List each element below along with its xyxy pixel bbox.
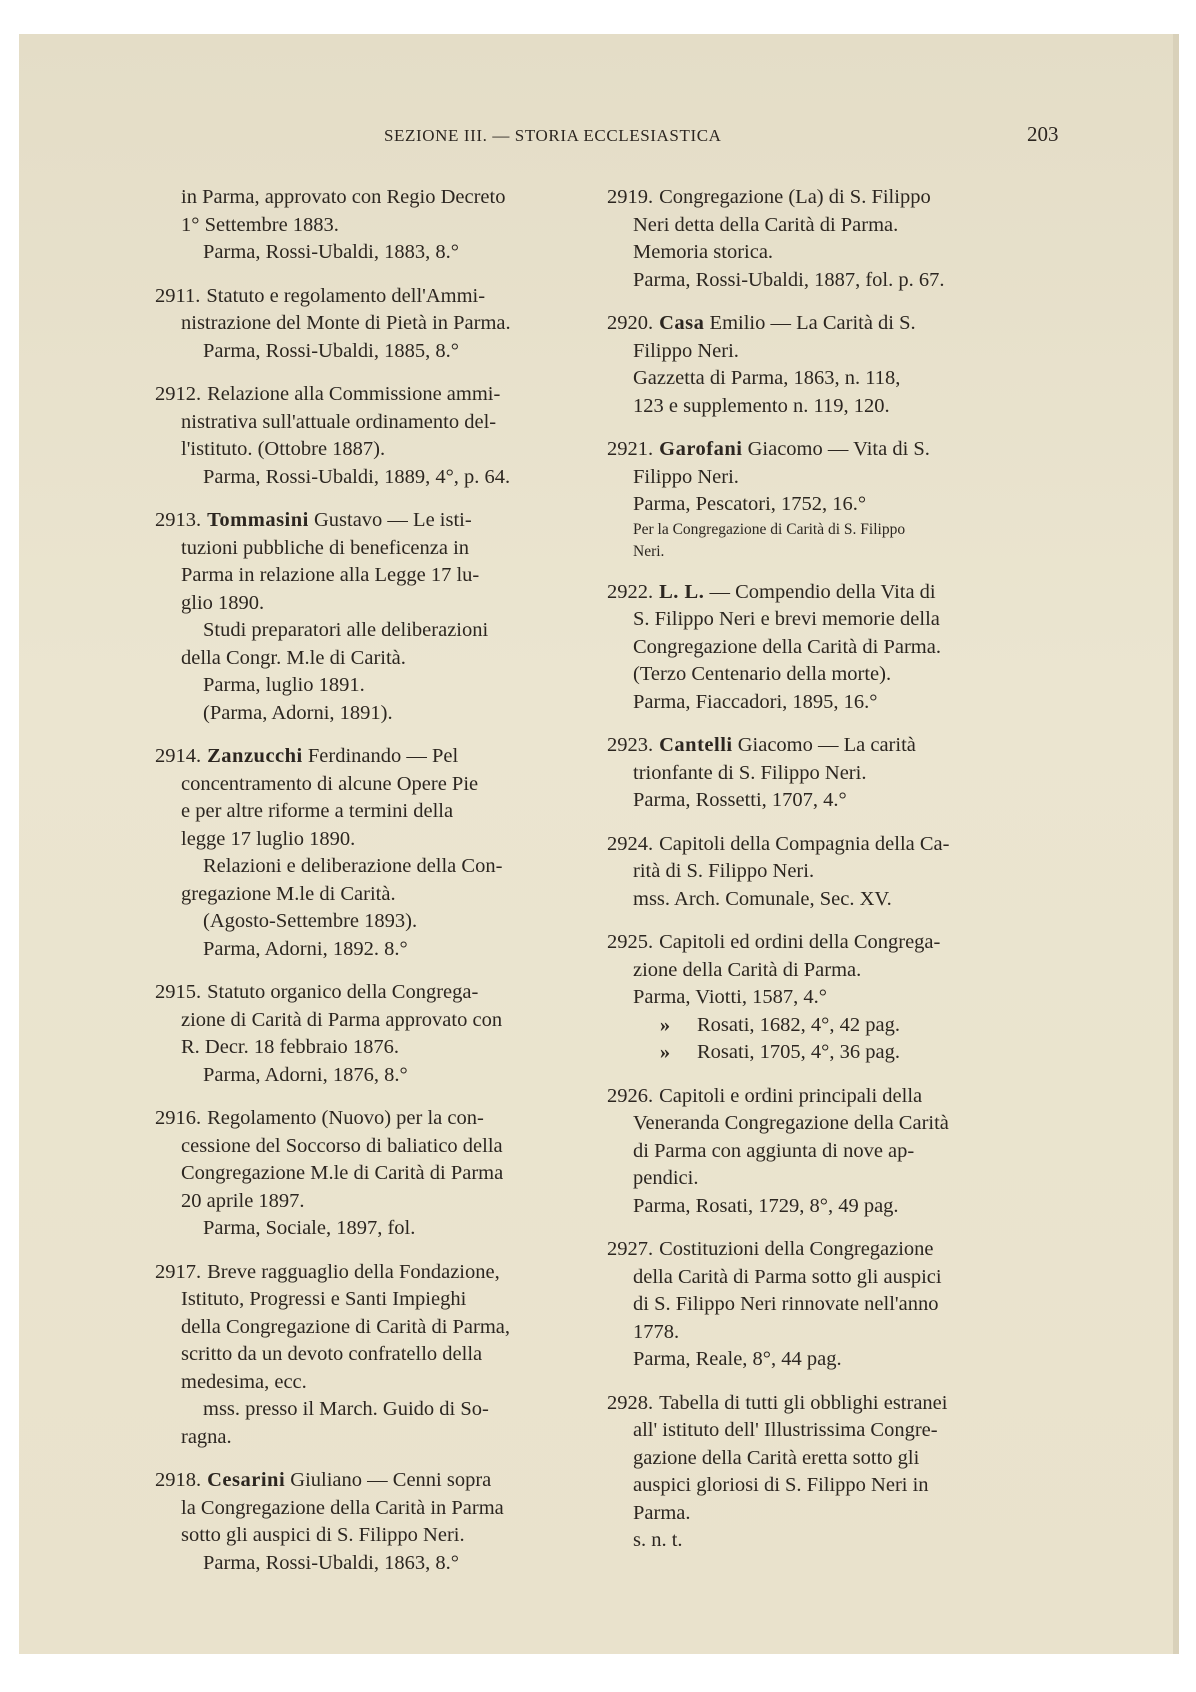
- entry-number: 2913.: [155, 509, 202, 531]
- entry-line: 123 e supplemento n. 119, 120.: [633, 394, 890, 417]
- entry-2922: [607, 579, 1057, 717]
- entry-line: cessione del Soccorso di baliatico della: [181, 1134, 503, 1157]
- entry-line: legge 17 luglio 1890.: [181, 827, 356, 850]
- entry-title: Giacomo — Vita di S.: [747, 438, 930, 460]
- entry-number: 2918.: [155, 1469, 202, 1491]
- entry-imprint: Rosati, 1682, 4°, 42 pag.: [697, 1013, 900, 1036]
- entry-imprint: Parma, Viotti, 1587, 4.°: [633, 986, 827, 1008]
- entry-2917: [155, 1259, 585, 1452]
- entry-imprint: Parma, Rossi-Ubaldi, 1889, 4°, p. 64.: [203, 465, 511, 488]
- entry-line: zione di Carità di Parma approvato con: [181, 1008, 503, 1031]
- entry-title: — Compendio della Vita di: [709, 580, 936, 603]
- entry-line: in Parma, approvato con Regio Decreto: [181, 186, 506, 208]
- entry-2912: [155, 381, 585, 491]
- entry-number: 2915.: [155, 981, 202, 1003]
- entry-number: 2924.: [607, 832, 654, 855]
- entry-imprint: Parma, Reale, 8°, 44 pag.: [633, 1348, 842, 1370]
- entry-line: mss. presso il March. Guido di So-: [203, 1398, 489, 1420]
- entry-2928: [607, 1390, 1057, 1555]
- entry-line: Memoria storica.: [633, 241, 774, 263]
- entry-imprint: Parma, Rossetti, 1707, 4.°: [633, 789, 847, 811]
- entry-number: 2928.: [607, 1391, 654, 1414]
- entry-title: Costituzioni della Congregazione: [659, 1238, 934, 1260]
- entry-line: Gazzetta di Parma, 1863, n. 118,: [633, 367, 901, 389]
- entry-2924: [607, 831, 1057, 914]
- entry-line: (Agosto-Settembre 1893).: [203, 910, 418, 932]
- entry-line: all' istituto dell' Illustrissima Congre-: [633, 1419, 938, 1441]
- entry-author: Garofani: [659, 438, 743, 460]
- entry-line: tuzioni pubbliche di beneficenza in: [181, 536, 470, 559]
- ditto-mark: »: [659, 1013, 671, 1036]
- entry-title: Capitoli della Compagnia della Ca-: [659, 832, 950, 855]
- entry-line: Congregazione M.le di Carità di Parma: [181, 1162, 504, 1184]
- entry-line: Veneranda Congregazione della Carità: [633, 1112, 949, 1134]
- page-number: 203: [1027, 122, 1059, 146]
- entry-author: Zanzucchi: [207, 745, 303, 767]
- entry-2923: [607, 732, 1057, 815]
- entry-line: nistrativa sull'attuale ordinamento del-: [181, 410, 497, 433]
- entry-line: mss. Arch. Comunale, Sec. XV.: [633, 887, 892, 910]
- entry-line: R. Decr. 18 febbraio 1876.: [181, 1036, 400, 1058]
- entry-imprint: Parma, Adorni, 1892. 8.°: [203, 937, 408, 960]
- entry-title: Capitoli ed ordini della Congrega-: [659, 931, 941, 953]
- entry-author: L. L.: [659, 580, 705, 603]
- left-column: [155, 184, 585, 1593]
- entry-number: 2923.: [607, 734, 654, 756]
- entry-note: Neri.: [633, 542, 665, 560]
- entry-line: scritto da un devoto confratello della: [181, 1343, 483, 1365]
- entry-2914: [155, 743, 585, 963]
- entry-number: 2911.: [155, 284, 201, 307]
- entry-author: Cantelli: [659, 734, 733, 756]
- entry-imprint: Parma, Fiaccadori, 1895, 16.°: [633, 690, 878, 713]
- entry-number: 2912.: [155, 383, 202, 405]
- entry-2921: [607, 436, 1057, 563]
- entry-continuation: [155, 184, 585, 267]
- ditto-mark: »: [659, 1041, 671, 1063]
- entry-line: Parma, luglio 1891.: [203, 674, 365, 696]
- entry-2926: [607, 1083, 1057, 1221]
- entry-2920: [607, 310, 1057, 420]
- entry-imprint: Parma, Pescatori, 1752, 16.°: [633, 493, 867, 515]
- entry-line: (Terzo Centenario della morte).: [633, 663, 892, 685]
- entry-number: 2921.: [607, 438, 654, 460]
- entry-line: la Congregazione della Carità in Parma: [181, 1496, 504, 1519]
- entry-line: l'istituto. (Ottobre 1887).: [181, 438, 386, 460]
- entry-2916: [155, 1105, 585, 1243]
- entry-imprint: (Parma, Adorni, 1891).: [203, 701, 393, 724]
- entry-line: sotto gli auspici di S. Filippo Neri.: [181, 1524, 465, 1546]
- entry-2919: [607, 184, 1057, 294]
- entry-line: della Congr. M.le di Carità.: [181, 646, 406, 669]
- entry-line: della Carità di Parma sotto gli auspici: [633, 1265, 942, 1288]
- entry-title: Relazione alla Commissione ammi-: [207, 383, 501, 405]
- entry-line: concentramento di alcune Opere Pie: [181, 772, 479, 795]
- entry-line: pendici.: [633, 1167, 699, 1189]
- entry-imprint: s. n. t.: [633, 1529, 683, 1551]
- entry-title: Emilio — La Carità di S.: [709, 312, 916, 334]
- entry-line: Parma in relazione alla Legge 17 lu-: [181, 564, 480, 586]
- running-head: SEZIONE III. — STORIA ECCLESIASTICA: [384, 126, 722, 145]
- entry-2925: [607, 929, 1057, 1067]
- entry-2927: [607, 1236, 1057, 1374]
- entry-line: Istituto, Progressi e Santi Impieghi: [181, 1288, 467, 1310]
- entry-number: 2925.: [607, 931, 654, 953]
- entry-number: 2920.: [607, 312, 654, 334]
- entry-line: Neri detta della Carità di Parma.: [633, 213, 899, 236]
- entry-line: 1778.: [633, 1320, 680, 1343]
- entry-imprint: Parma, Rossi-Ubaldi, 1863, 8.°: [203, 1551, 459, 1574]
- entry-title: Ferdinando — Pel: [307, 745, 459, 767]
- entry-imprint: Parma, Rosati, 1729, 8°, 49 pag.: [633, 1194, 899, 1217]
- entry-title: Regolamento (Nuovo) per la con-: [207, 1107, 484, 1129]
- entry-author: Cesarini: [207, 1469, 286, 1491]
- entry-title: Statuto organico della Congrega-: [207, 981, 479, 1003]
- entry-line: nistrazione del Monte di Pietà in Parma.: [181, 312, 511, 334]
- entry-author: Casa: [659, 312, 705, 334]
- entry-number: 2917.: [155, 1260, 202, 1283]
- entry-title: Statuto e regolamento dell'Ammi-: [206, 284, 486, 307]
- entry-number: 2926.: [607, 1084, 654, 1107]
- entry-line: 20 aprile 1897.: [181, 1189, 305, 1212]
- book-page: [19, 34, 1179, 1654]
- entry-number: 2914.: [155, 745, 202, 767]
- entry-imprint: Rosati, 1705, 4°, 36 pag.: [697, 1041, 900, 1063]
- entry-line: Filippo Neri.: [633, 465, 739, 488]
- entry-title: Giacomo — La carità: [737, 734, 916, 756]
- entry-line: auspici gloriosi di S. Filippo Neri in: [633, 1474, 929, 1496]
- entry-imprint: Parma, Rossi-Ubaldi, 1883, 8.°: [203, 241, 459, 263]
- entry-title: Breve ragguaglio della Fondazione,: [207, 1260, 500, 1283]
- entry-title: Gustavo — Le isti-: [313, 509, 472, 531]
- entry-line: di Parma con aggiunta di nove ap-: [633, 1139, 915, 1162]
- entry-line: gregazione M.le di Carità.: [181, 882, 396, 905]
- entry-imprint: Parma, Sociale, 1897, fol.: [203, 1217, 416, 1239]
- entry-title: Tabella di tutti gli obblighi estranei: [659, 1391, 948, 1414]
- entry-line: medesima, ecc.: [181, 1370, 307, 1393]
- entry-title: Giuliano — Cenni sopra: [290, 1469, 492, 1491]
- entry-line: glio 1890.: [181, 591, 265, 614]
- entry-line: Parma.: [633, 1501, 691, 1524]
- entry-imprint: Parma, Rossi-Ubaldi, 1885, 8.°: [203, 339, 459, 362]
- entry-line: rità di S. Filippo Neri.: [633, 860, 815, 882]
- entry-2915: [155, 979, 585, 1089]
- right-column: [607, 184, 1057, 1571]
- entry-line: trionfante di S. Filippo Neri.: [633, 761, 867, 784]
- entry-line: Congregazione della Carità di Parma.: [633, 635, 941, 658]
- entry-number: 2919.: [607, 186, 654, 208]
- entry-line: gazione della Carità eretta sotto gli: [633, 1446, 920, 1469]
- entry-line: di S. Filippo Neri rinnovate nell'anno: [633, 1293, 939, 1315]
- entry-number: 2922.: [607, 580, 654, 603]
- entry-2918: [155, 1467, 585, 1577]
- entry-line: zione della Carità di Parma.: [633, 958, 862, 981]
- entry-2911: [155, 283, 585, 366]
- entry-2913: [155, 507, 585, 727]
- entry-line: 1° Settembre 1883.: [181, 213, 339, 236]
- entry-line: Filippo Neri.: [633, 339, 739, 362]
- entry-line: ragna.: [181, 1425, 232, 1448]
- entry-line: e per altre riforme a termini della: [181, 800, 454, 822]
- entry-note: Per la Congregazione di Carità di S. Filippo: [633, 520, 906, 538]
- entry-line: S. Filippo Neri e brevi memorie della: [633, 608, 940, 630]
- entry-author: Tommasini: [207, 509, 309, 531]
- entry-line: Relazioni e deliberazione della Con-: [203, 855, 503, 877]
- entry-imprint: Parma, Adorni, 1876, 8.°: [203, 1063, 408, 1086]
- entry-line: Studi preparatori alle deliberazioni: [203, 619, 489, 641]
- entry-number: 2927.: [607, 1238, 654, 1260]
- entry-number: 2916.: [155, 1107, 202, 1129]
- entry-title: Congregazione (La) di S. Filippo: [659, 186, 931, 208]
- entry-title: Capitoli e ordini principali della: [659, 1084, 923, 1107]
- entry-imprint: Parma, Rossi-Ubaldi, 1887, fol. p. 67.: [633, 268, 945, 291]
- entry-line: della Congregazione di Carità di Parma,: [181, 1315, 511, 1338]
